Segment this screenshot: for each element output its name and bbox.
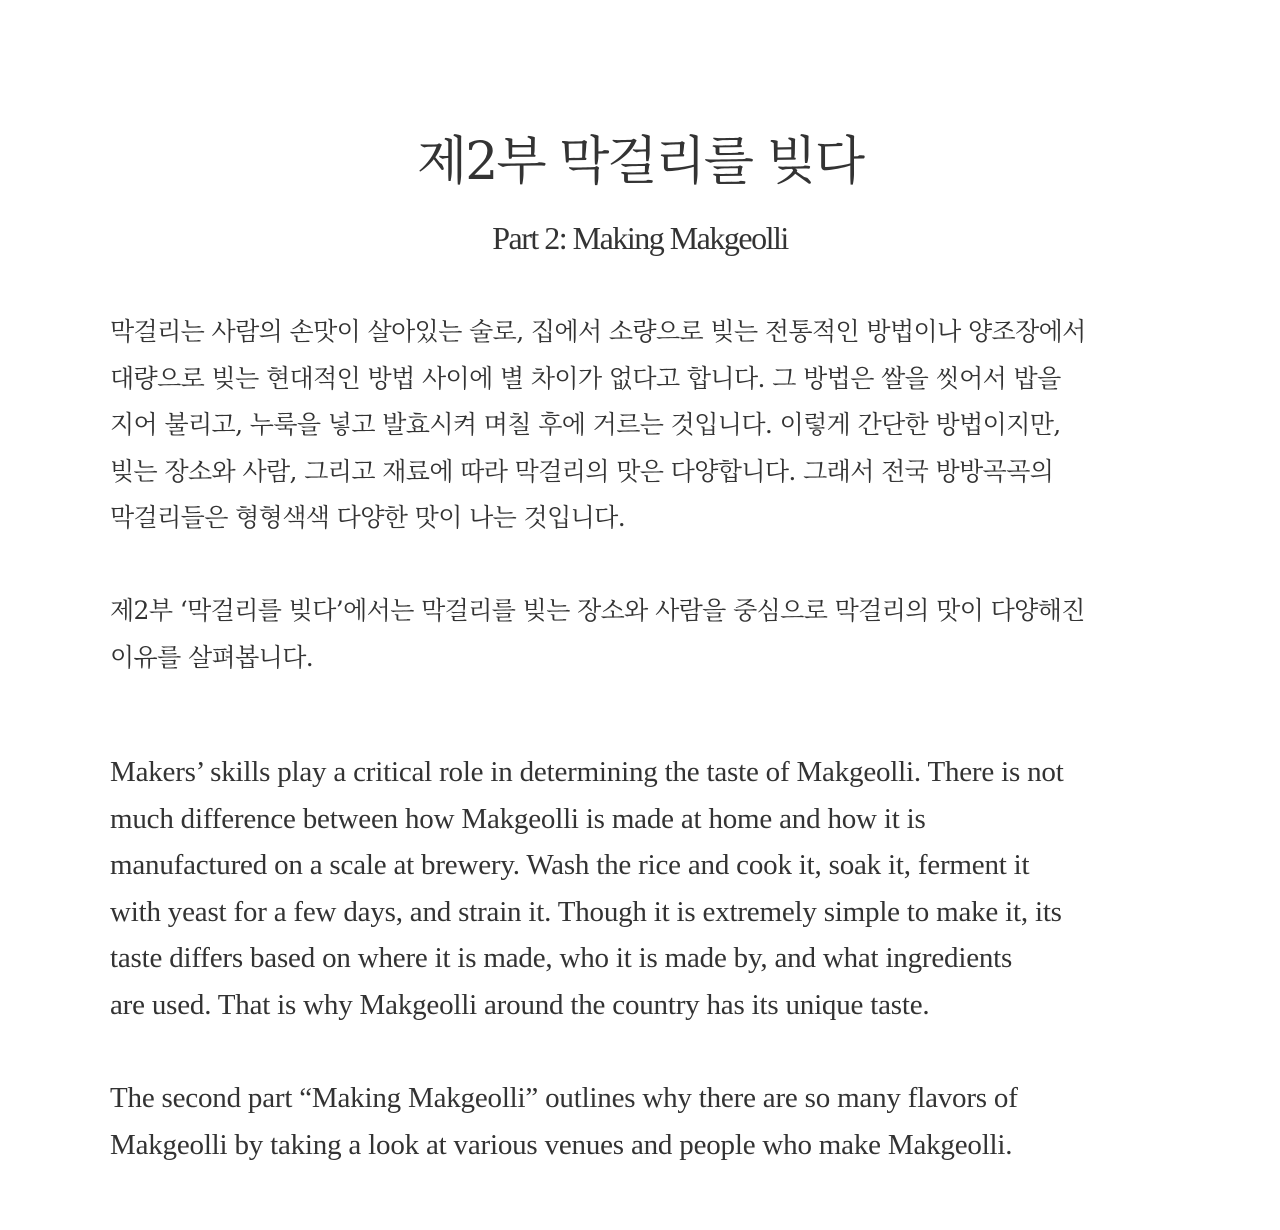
page-subtitle: Part 2: Making Makgeolli — [492, 220, 788, 256]
text-line: much difference between how Makgeolli is made at home and how it is — [110, 802, 926, 835]
text-line: Makers’ skills play a critical role in determining the taste of Makgeolli. There is not — [110, 756, 1064, 788]
text-line: 빚는 장소와 사람, 그리고 재료에 따라 막걸리의 맛은 다양합니다. 그래서 전국 방방곡곡의 — [110, 456, 1054, 486]
english-paragraph-2 — [110, 1075, 1175, 1168]
text-line: 이유를 살펴봅니다. — [110, 642, 314, 672]
text-line: are used. That is why Makgeolli around the country has its unique taste. — [110, 988, 930, 1021]
text-line: Makgeolli by taking a look at various venues and people who make Makgeolli. — [110, 1128, 1013, 1161]
korean-paragraph-2 — [110, 588, 1175, 681]
text-line: 제2부 ‘막걸리를 빚다’에서는 막걸리를 빚는 장소와 사람을 중심으로 막걸리의 맛이 다양해진 — [110, 596, 1085, 625]
text-line: taste differs based on where it is made, who it is made by, and what ingredients — [110, 942, 1013, 974]
text-line: 지어 불리고, 누룩을 넣고 발효시켜 며칠 후에 거르는 것입니다. 이렇게 간단한 방법이지만, — [110, 410, 1061, 439]
text-line: manufactured on a scale at brewery. Wash the rice and cook it, soak it, ferment it — [110, 849, 1030, 881]
text-line: The second part “Making Makgeolli” outlines why there are so many flavors of — [110, 1082, 1018, 1114]
text-line: 막걸리들은 형형색색 다양한 맛이 나는 것입니다. — [110, 503, 626, 532]
english-paragraph-1 — [110, 749, 1175, 1028]
text-line: with yeast for a few days, and strain it. Though it is extremely simple to make it, its — [110, 895, 1062, 928]
page-title: 제2부 막걸리를 빚다 — [417, 132, 863, 192]
text-line: 대량으로 빚는 현대적인 방법 사이에 별 차이가 없다고 합니다. 그 방법은 쌀을 씻어서 밥을 — [110, 363, 1061, 393]
korean-paragraph-1 — [110, 309, 1175, 542]
text-line: 막걸리는 사람의 손맛이 살아있는 술로, 집에서 소량으로 빚는 전통적인 방법이나 양조장에서 — [110, 317, 1086, 346]
